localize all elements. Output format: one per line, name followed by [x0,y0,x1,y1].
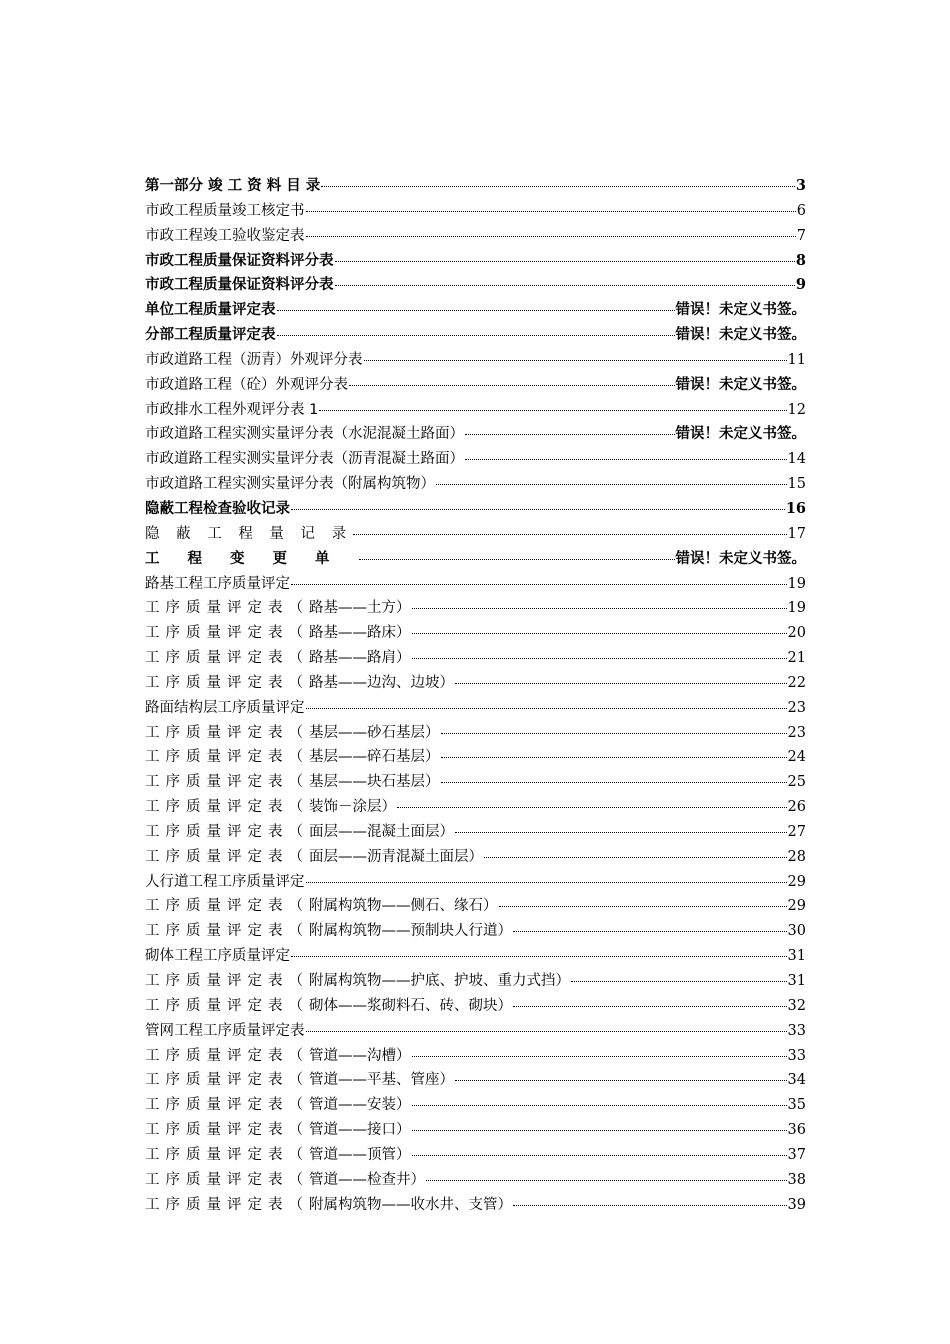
toc-entry-title-main: 工序质量评定表（ [145,674,309,691]
toc-entry-title [145,572,290,597]
toc-dot-leader [306,236,796,237]
toc-entry-title [145,671,454,696]
toc-entry-title-main: 工序质量评定表（ [145,1122,309,1139]
toc-entry-title [145,422,464,447]
toc-entry-page: 26 [787,799,806,816]
toc-entry-title [145,249,334,274]
toc-dot-leader [306,211,796,212]
toc-dot-leader [441,757,787,758]
toc-entry-title [145,1044,411,1069]
toc-entry-page: 29 [787,898,806,915]
toc-entry-subtitle: 管道——平基、管座 [309,1072,440,1089]
toc-entry[interactable] [145,224,806,249]
toc-entry[interactable] [145,919,806,944]
toc-entry-title-main: 市政道路工程实测实量评分表（沥青混凝土路面） [145,451,464,468]
toc-entry-title-main: 工序质量评定表（ [145,724,309,741]
toc-entry[interactable] [145,795,806,820]
toc-entry-title-main: 管网工程工序质量评定表 [145,1022,305,1039]
toc-entry[interactable] [145,596,806,621]
toc-entry-title-main: 工序质量评定表（ [145,1072,309,1089]
toc-dot-leader [412,1155,787,1156]
toc-dot-leader [319,410,786,411]
toc-dot-leader [321,186,795,187]
toc-entry-page: 3 [795,177,806,194]
toc-entry-subtitle: 管道——接口 [309,1122,396,1139]
toc-dot-leader [335,285,795,286]
toc-dot-leader [412,1130,787,1131]
toc-entry-page: 31 [787,948,806,965]
toc-entry[interactable] [145,398,806,423]
toc-entry-page: 19 [787,575,806,592]
toc-entry-title-main: 工序质量评定表（ [145,774,309,791]
toc-entry[interactable] [145,348,806,373]
toc-entry[interactable] [145,870,806,895]
toc-entry[interactable] [145,547,806,572]
toc-entry-subtitle: 路基——边沟、边坡 [309,674,440,691]
toc-entry-title [145,1068,454,1093]
toc-entry[interactable] [145,323,806,348]
toc-entry-title-main: 工序质量评定表（ [145,1196,309,1213]
toc-entry-close-paren: ） [425,749,440,766]
toc-dot-leader [335,261,795,262]
toc-entry-page: 25 [787,774,806,791]
toc-entry[interactable] [145,447,806,472]
toc-entry-title [145,994,512,1019]
toc-entry-close-paren: ） [396,625,411,642]
toc-entry[interactable] [145,572,806,597]
toc-entry[interactable] [145,820,806,845]
toc-entry-title-main: 市政道路工程实测实量评分表（水泥混凝土路面） [145,426,464,443]
toc-entry-subtitle: 装饰－涂层 [309,799,382,816]
toc-entry-page: 11 [787,351,806,368]
toc-entry-page: 6 [796,202,806,219]
toc-entry-subtitle: 砌体——浆砌料石、砖、砌块 [309,997,498,1014]
toc-dot-leader [465,459,787,460]
toc-entry-subtitle: 基层——砂石基层 [309,724,425,741]
toc-entry-page: 9 [795,276,806,294]
toc-entry[interactable] [145,1118,806,1143]
toc-entry-title [145,298,276,323]
toc-dot-leader [277,335,675,336]
toc-dot-leader [441,782,787,783]
toc-dot-leader [412,1056,787,1057]
toc-entry-title-main: 工序质量评定表（ [145,923,309,940]
toc-entry-page: 29 [787,873,806,890]
toc-entry-page: 23 [787,699,806,716]
toc-entry[interactable] [145,845,806,870]
toc-entry-title-main: 市政道路工程（沥青）外观评分表 [145,351,363,368]
toc-dot-leader [455,683,787,684]
toc-entry[interactable] [145,174,806,199]
toc-entry-page: 错误！未定义书签。 [675,376,806,393]
toc-entry[interactable] [145,298,806,323]
toc-entry[interactable] [145,249,806,274]
toc-dot-leader [455,832,787,833]
toc-entry-page: 23 [787,724,806,741]
toc-dot-leader [455,1080,787,1081]
toc-dot-leader [397,807,787,808]
toc-entry-page: 37 [787,1146,806,1163]
toc-entry[interactable] [145,497,806,522]
toc-dot-leader [412,1105,787,1106]
toc-entry-page: 31 [787,973,806,989]
toc-entry[interactable] [145,273,806,298]
toc-entry-title [145,745,440,770]
toc-entry-subtitle: 路基——路肩 [309,650,396,667]
toc-entry-title [145,497,290,522]
toc-entry-subtitle: 附属构筑物——预制块人行道 [309,923,498,940]
toc-entry-subtitle: 附属构筑物——收水井、支管 [309,1196,498,1213]
toc-entry-close-paren: ） [497,997,512,1014]
toc-entry-title [145,969,570,994]
toc-entry-title-main: 工序质量评定表（ [145,973,309,989]
toc-entry-title [145,919,512,944]
toc-entry-title-main: 工序质量评定表（ [145,898,309,915]
toc-entry-page: 20 [787,625,806,642]
toc-entry-title [145,820,454,845]
toc-entry-subtitle: 管道——沟槽 [309,1047,396,1064]
toc-dot-leader [484,857,787,858]
toc-entry[interactable] [145,522,806,547]
toc-entry-subtitle: 面层——沥青混凝土面层 [309,848,469,865]
toc-entry-title [145,1118,411,1143]
toc-entry-close-paren: ） [396,1146,411,1163]
toc-entry-subtitle: 管道——顶管 [309,1146,396,1163]
toc-entry[interactable] [145,1068,806,1093]
toc-entry-title-main: 工序质量评定表（ [145,823,309,840]
toc-entry-page: 21 [787,650,806,667]
toc-entry-subtitle: 管道——安装 [309,1097,396,1114]
toc-entry-title [145,845,483,870]
toc-entry-title-main: 人行道工程工序质量评定 [145,873,305,890]
toc-dot-leader [306,882,787,883]
toc-dot-leader [571,981,787,982]
toc-entry-title [145,944,290,969]
toc-entry-close-paren: ） [396,650,411,667]
toc-entry[interactable] [145,621,806,646]
toc-entry-title-main: 工序质量评定表（ [145,1146,309,1163]
toc-entry-title [145,1168,425,1193]
toc-entry-page: 12 [787,401,806,418]
toc-entry-close-paren: ） [396,600,411,617]
toc-entry-page: 15 [787,476,806,493]
table-of-contents [145,174,806,1217]
toc-entry-page: 19 [787,600,806,617]
toc-entry-page: 22 [787,674,806,691]
toc-entry-title [145,1193,512,1218]
toc-dot-leader [412,658,787,659]
toc-dot-leader [499,906,787,907]
toc-entry-title [145,522,352,547]
toc-entry-page: 错误！未定义书签。 [675,302,806,319]
toc-entry-close-paren: ） [468,848,483,865]
toc-entry-title-main: 工序质量评定表（ [145,749,309,766]
toc-entry-title-main: 工序质量评定表（ [145,650,309,667]
toc-entry-title-main: 市政工程质量保证资料评分表 [145,252,334,269]
toc-entry-page: 24 [787,749,806,766]
toc-entry-page: 7 [796,227,806,244]
toc-entry-close-paren: ） [439,674,454,691]
toc-entry-title [145,373,348,398]
toc-entry-title [145,398,318,423]
toc-entry-subtitle: 附属构筑物——护底、护坡、重力式挡 [309,973,556,989]
toc-entry-title [145,596,411,621]
toc-entry-title-main: 市政排水工程外观评分表 1 [145,401,319,418]
toc-entry-close-paren: ） [483,898,498,915]
toc-entry-title [145,224,305,249]
toc-dot-leader [364,360,787,361]
toc-entry-title-main: 工序质量评定表（ [145,997,309,1014]
toc-entry-title [145,348,363,373]
toc-entry-title-main: 市政工程竣工验收鉴定表 [145,227,305,244]
toc-entry-close-paren: ） [439,1072,454,1089]
toc-entry-page: 38 [787,1171,806,1188]
toc-entry-close-paren: ） [425,774,440,791]
toc-entry[interactable] [145,422,806,447]
toc-entry-title-main: 工序质量评定表（ [145,625,309,642]
toc-entry[interactable] [145,944,806,969]
toc-entry-title [145,894,498,919]
toc-entry[interactable] [145,472,806,497]
toc-dot-leader [436,484,787,485]
toc-entry-page: 33 [787,1022,806,1039]
toc-entry-title [145,273,334,298]
toc-entry-title [145,547,358,572]
toc-entry[interactable] [145,894,806,919]
toc-entry-page: 错误！未定义书签。 [675,327,806,344]
toc-entry[interactable] [145,373,806,398]
toc-entry-close-paren: ） [497,923,512,940]
toc-entry-title-main: 工序质量评定表（ [145,600,309,617]
toc-entry-close-paren: ） [396,1097,411,1114]
toc-entry-title-main: 隐 蔽 工 程 量 记 录 [145,525,353,542]
toc-entry[interactable] [145,646,806,671]
toc-entry-subtitle: 基层——块石基层 [309,774,425,791]
toc-entry-title-main: 砌体工程工序质量评定 [145,948,290,965]
toc-entry-page: 27 [787,823,806,840]
toc-entry-page: 17 [787,525,806,542]
toc-entry-title [145,199,305,224]
toc-entry-close-paren: ） [425,724,440,741]
toc-entry-title [145,447,464,472]
toc-entry-title [145,1143,411,1168]
toc-entry[interactable] [145,721,806,746]
toc-entry-title [145,870,305,895]
toc-entry-page: 14 [787,451,806,468]
toc-entry[interactable] [145,1019,806,1044]
toc-dot-leader [349,385,675,386]
toc-entry[interactable] [145,1193,806,1218]
toc-entry-close-paren: ） [439,823,454,840]
toc-entry-close-paren: ） [410,1171,425,1188]
toc-entry-title [145,795,396,820]
toc-entry-title-main: 工序质量评定表（ [145,799,309,816]
toc-entry[interactable] [145,994,806,1019]
toc-dot-leader [306,1031,787,1032]
toc-entry-title [145,1093,411,1118]
toc-entry[interactable] [145,199,806,224]
toc-entry-title [145,174,320,199]
toc-entry[interactable] [145,1168,806,1193]
toc-entry-title [145,621,411,646]
toc-entry-page: 错误！未定义书签。 [675,550,806,567]
toc-entry-subtitle: 面层——混凝土面层 [309,823,440,840]
toc-entry-page: 34 [787,1072,806,1089]
toc-entry-title [145,770,440,795]
toc-entry-title-main: 工序质量评定表（ [145,848,309,865]
toc-dot-leader [441,733,787,734]
toc-entry[interactable] [145,671,806,696]
toc-entry-title [145,323,276,348]
toc-entry-subtitle: 基层——碎石基层 [309,749,425,766]
toc-entry-close-paren: ） [396,1122,411,1139]
toc-entry-subtitle: 附属构筑物——侧石、缘石 [309,898,483,915]
toc-entry-title-main: 市政道路工程（砼）外观评分表 [145,376,348,393]
toc-dot-leader [412,608,787,609]
toc-entry-title [145,696,305,721]
toc-entry-page: 32 [787,997,806,1014]
toc-dot-leader [353,534,786,535]
toc-entry-page: 16 [785,499,806,517]
toc-entry[interactable] [145,745,806,770]
toc-entry[interactable] [145,696,806,721]
toc-dot-leader [412,633,787,634]
toc-dot-leader [291,956,787,957]
toc-entry-page: 30 [787,923,806,940]
toc-entry-close-paren: ） [497,1196,512,1213]
toc-entry[interactable] [145,1044,806,1069]
toc-entry-title-main: 路面结构层工序质量评定 [145,699,305,716]
toc-entry-title-main: 市政道路工程实测实量评分表（附属构筑物） [145,476,435,493]
toc-entry-title-main: 工程变更单 [145,550,358,567]
toc-entry-title-main: 第一部分 竣 工 资 料 目 录 [145,178,321,194]
toc-entry-close-paren: ） [555,973,570,989]
toc-entry-title [145,721,440,746]
toc-dot-leader [513,1006,787,1007]
toc-entry-title-main: 工序质量评定表（ [145,1097,309,1114]
toc-entry-title-main: 隐蔽工程检查验收记录 [145,500,290,517]
toc-entry-title-main: 市政工程质量保证资料评分表 [145,277,334,294]
toc-dot-leader [513,1205,787,1206]
toc-entry-subtitle: 管道——检查井 [309,1171,411,1188]
toc-entry-title-main: 路基工程工序质量评定 [145,575,290,592]
toc-dot-leader [465,434,675,435]
toc-entry-page: 36 [787,1122,806,1139]
toc-entry-page: 35 [787,1097,806,1114]
toc-entry-page: 39 [787,1196,806,1213]
toc-dot-leader [359,559,675,560]
toc-entry[interactable] [145,1143,806,1168]
toc-entry-close-paren: ） [381,799,396,816]
toc-entry[interactable] [145,1093,806,1118]
toc-entry-page: 错误！未定义书签。 [675,426,806,443]
toc-dot-leader [426,1180,787,1181]
toc-entry-title-main: 单位工程质量评定表 [145,302,276,319]
toc-entry-title-main: 工序质量评定表（ [145,1171,309,1188]
toc-dot-leader [291,509,785,510]
toc-entry-page: 8 [795,251,806,269]
toc-entry-title-main: 工序质量评定表（ [145,1047,309,1064]
toc-entry-page: 33 [787,1047,806,1064]
toc-entry[interactable] [145,770,806,795]
toc-entry-close-paren: ） [396,1047,411,1064]
toc-dot-leader [513,931,787,932]
toc-entry-subtitle: 路基——土方 [309,600,396,617]
toc-entry-title [145,1019,305,1044]
toc-entry-subtitle: 路基——路床 [309,625,396,642]
toc-entry-title-main: 市政工程质量竣工核定书 [145,202,305,219]
toc-entry-page: 28 [787,848,806,865]
toc-dot-leader [291,584,787,585]
toc-entry-title-main: 分部工程质量评定表 [145,327,276,344]
toc-entry[interactable] [145,969,806,994]
toc-entry-title [145,646,411,671]
toc-dot-leader [306,708,787,709]
toc-entry-title [145,472,435,497]
toc-dot-leader [277,310,675,311]
